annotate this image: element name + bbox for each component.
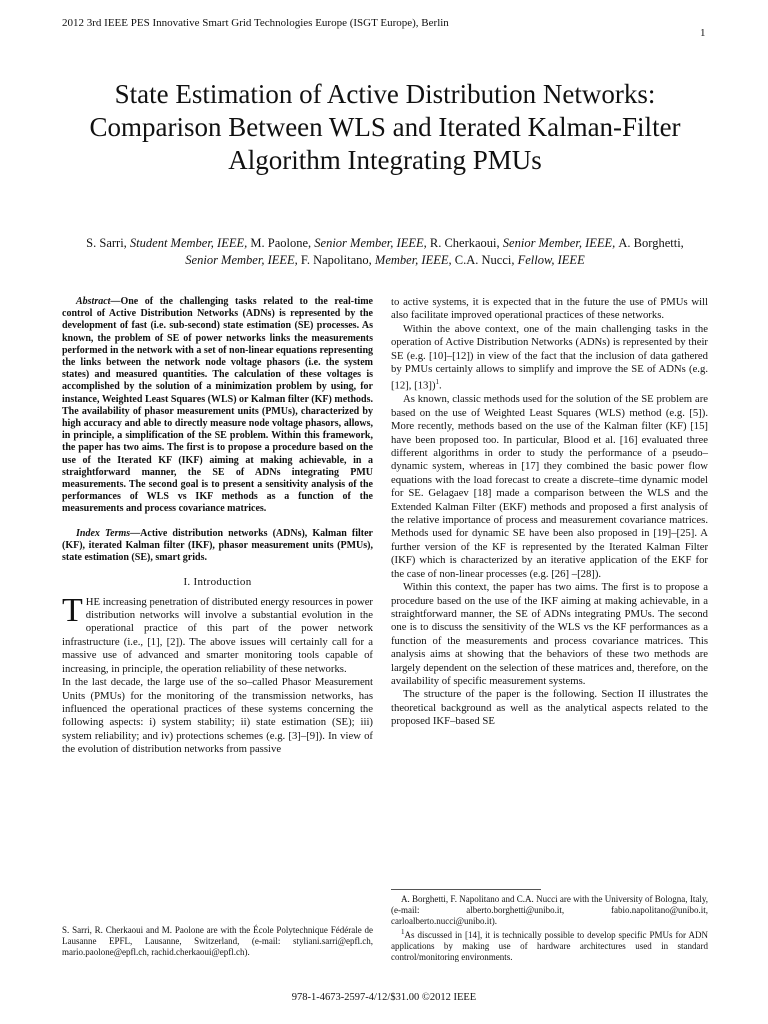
- drop-cap: T: [62, 591, 83, 629]
- author-list: [70, 235, 700, 269]
- right-paragraph-5: The structure of the paper is the following. Section II illustrates the theoretical background as well as the analytical aspects related to the proposed IKF–based SE: [391, 688, 708, 728]
- conference-header: 2012 3rd IEEE PES Innovative Smart Grid Technologies Europe (ISGT Europe), Berlin: [62, 17, 449, 29]
- author-role: Student Member, IEEE,: [129, 236, 251, 250]
- author-name: F. Napolitano,: [300, 253, 375, 267]
- footnote-marker: 1: [435, 378, 440, 387]
- footnote-right: [391, 894, 708, 963]
- author-role: Senior Member, IEEE,: [185, 253, 301, 267]
- right-paragraph-2-text: Within the above context, one of the main challenging tasks in the operation of Active Distribution Networks (ADNs) is represented by their SE (e.g. [10]–[12]) in view of the fact that the inclusion of data gathered by PMUs certainly allows to simplify and improve the SE of ADNs (e.g. [12], [13]): [391, 322, 708, 392]
- page-number: 1: [700, 27, 706, 39]
- footnote-left: S. Sarri, R. Cherkaoui and M. Paolone are with the École Polytechnique Fédérale de Lausanne EPFL, Lausanne, Switzerland, (e-mail: styliani.sarri@epfl.ch, mario.paolone@epfl.ch, rachid.cherkaoui@epfl.ch).: [62, 925, 373, 957]
- author-name: R. Cherkaoui,: [429, 236, 503, 250]
- intro-paragraph-1: [62, 591, 373, 676]
- right-column: [391, 296, 708, 729]
- section-heading: I. Introduction: [183, 576, 252, 589]
- author-name: A. Borghetti,: [618, 236, 684, 250]
- author-role: Fellow, IEEE: [517, 253, 585, 267]
- footnote-affiliation: A. Borghetti, F. Napolitano and C.A. Nucci are with the University of Bologna, Italy, (e-mail: alberto.borghetti@unibo.it, fabio.napolitano@unibo.it, carloalberto.nucci@unibo.it).: [391, 894, 708, 926]
- author-name: M. Paolone,: [250, 236, 315, 250]
- footnote-1: [391, 927, 708, 963]
- author-name: S. Sarri,: [86, 236, 130, 250]
- left-column: [62, 296, 373, 757]
- footnote-1-text: As discussed in [14], it is technically possible to develop specific PMUs for ADN applications by making use of hardware architectures used in standard control/monitoring environments.: [391, 930, 708, 962]
- intro-paragraph-2: In the last decade, the large use of the so–called Phasor Measurement Units (PMUs) for the monitoring of the transmission networks, has influenced the operational practices of these systems concerning the following aspects: i) system stability; ii) state estimation (SE); iii) system reliability; and iv) protections schemes (e.g. [3]–[9]). In view of the evolution of distribution networks from passive: [62, 676, 373, 756]
- intro-paragraph-1-text: HE increasing penetration of distributed energy resources in power distribution networks will involve a substantial evolution in the operational practice of this part of the power network infrastructure (i.e., [1], [2]). The above issues will certainly call for a massive use of advanced and smarter monitoring tools capable of increasing, in principle, the operation reliability of these networks.: [62, 595, 373, 675]
- right-paragraph-4: Within this context, the paper has two aims. The first is to propose a procedure based on the use of the IKF aiming at making achievable, in a straightforward manner, the SE of ADNs integrating PMUs. The second one is to discuss the sensitivity of the WLS vs the KF performances as a function of the measurements and process covariance matrices. This analysis aims at showing that the behaviors of these two methods are largely dependent on the selection of these matrices and, therefore, on the availability of specific measurement systems.: [391, 581, 708, 687]
- right-paragraph-3: As known, classic methods used for the solution of the SE problem are based on the use of Weighted Least Squares (WLS) method (e.g. [5]). More recently, methods based on the use of the Kalman filter (KF) [15] have been proposed too. In particular, Blood et al. [16] evaluated three different algorithms in order to study the performance of a pseudo–dynamic system, whereas in [17] they combined the basic power flow equations with the load forecast to create a discrete–time dynamic model for SE. Gelagaev [18] made a comparison between the WLS and the Extended Kalman Filter (EKF) methods and proposed a first analysis of the relative importance of process and measurement covariance matrices. Methods used for dynamic SE have been also proposed in [19]–[25]. A further version of the KF is represented by the Iterated Kalman Filter (IKF) which is characterized by an iterative application of the EKF for the case of non-linear processes (e.g. [26] –[28]).: [391, 393, 708, 580]
- footnote-1-marker: 1: [401, 928, 405, 936]
- right-paragraph-2-end: .: [439, 380, 442, 392]
- isbn-footer: 978-1-4673-2597-4/12/$31.00 ©2012 IEEE: [291, 992, 477, 1003]
- author-role: Senior Member, IEEE,: [502, 236, 619, 250]
- abstract-text: —One of the challenging tasks related to the real-time control of Active Distribution Networks (ADNs) is represented by the development of fast (i.e. sub-second) state estimation (SE) processes. As known, the problem of SE of power networks links the measurements performed in the network with a set of non-linear equations representing the links between the network node voltage phasors (i.e. the system states) and measured quantities. The calculation of these voltages is accomplished by the solution of a minimization problem by using, for instance, Weighted Least Squares (WLS) or Kalman filter (KF) methods. The availability of phasor measurement units (PMUs), characterized by high accuracy and able to directly measure node voltage phasors, allows, in principle, a simplification of the SE problem. Within this framework, the paper has two aims. The first is to propose a procedure based on the use of the Iterated KF (IKF) aiming at making achievable, in a straightforward manner, the SE of ADNs integrating PMU measurements. The second goal is to present a sensitivity analysis of the performances of WLS vs IKF methods as a function of the measurements and process covariance matrices.: [62, 296, 373, 515]
- index-terms-label: Index Terms: [76, 527, 131, 539]
- index-terms-text: —Active distribution networks (ADNs), Kalman filter (KF), iterated Kalman filter (IKF), phasor measurement units (PMUs), state estimation (SE), smart grids.: [62, 527, 373, 564]
- index-terms: [62, 528, 373, 565]
- author-role: Senior Member, IEEE,: [314, 236, 430, 250]
- abstract-label: Abstract: [76, 296, 111, 307]
- right-paragraph-1: to active systems, it is expected that in the future the use of PMUs will also facilitate improved operational practices of these networks.: [391, 296, 708, 322]
- footnote-divider: [391, 889, 541, 890]
- author-name: C.A. Nucci,: [454, 253, 518, 267]
- author-role: Member, IEEE,: [374, 253, 455, 267]
- right-paragraph-2: [391, 323, 708, 394]
- paper-title: State Estimation of Active Distribution Networks: Comparison Between WLS and Iterated Kalman-Filter Algorithm Integrating PMUs: [89, 79, 681, 175]
- abstract: [62, 296, 373, 516]
